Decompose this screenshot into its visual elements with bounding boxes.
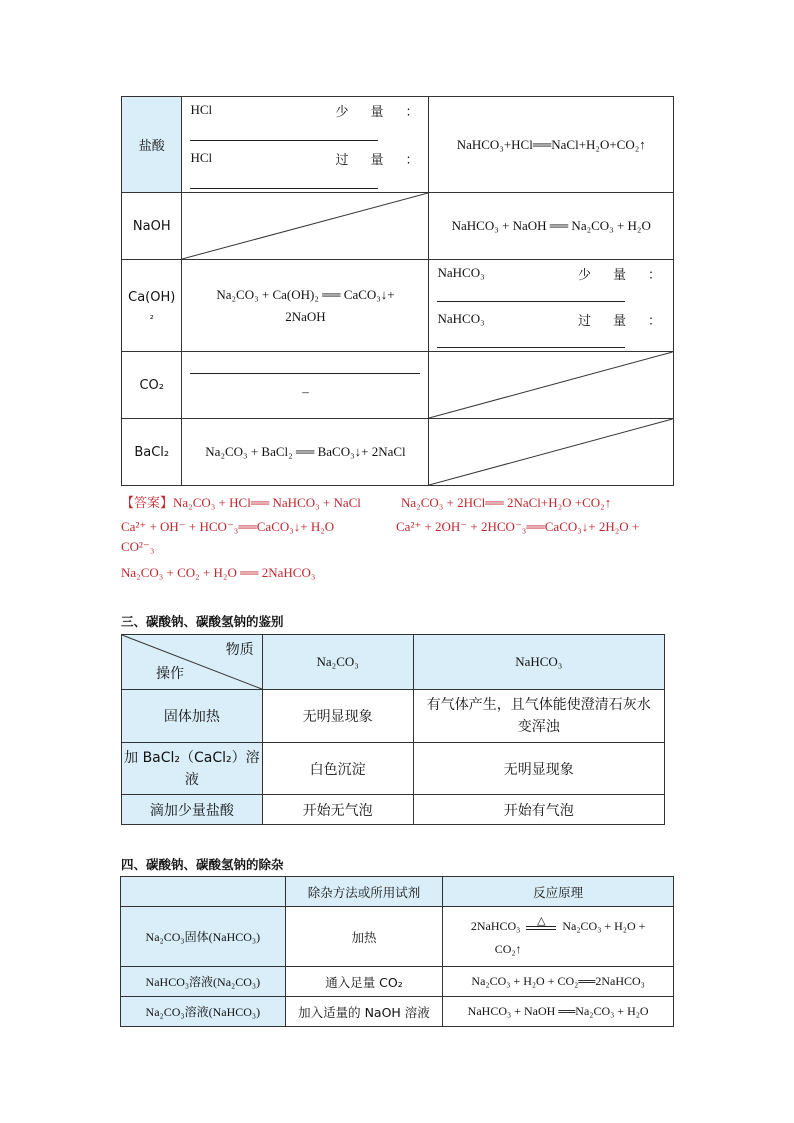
method-naoh: 加入适量的 NaOH 溶液: [285, 997, 443, 1027]
co2-nahco3-empty-cell: [429, 352, 674, 419]
caoh2-na2co3-equation: [182, 260, 429, 352]
caoh2-small-prefix: NaHCO₃: [437, 265, 485, 280]
nahco3-heating-line1: 有气体产生，且气体能使澄清石灰水: [426, 697, 651, 713]
identification-table: [121, 634, 665, 825]
row-label-caoh2: [122, 260, 182, 352]
blank-line: [190, 140, 378, 141]
sub-nahco3-solution: NaHCO₃溶液(Na₂CO₃): [121, 967, 286, 997]
col-header-na2co3: Na₂CO₃: [262, 635, 413, 690]
answer-eq-2a: Ca²⁺ + OH⁻ + HCO⁻₃══CaCO₃↓+ H₂O: [121, 519, 335, 534]
op-add-hcl: 滴加少量盐酸: [122, 795, 263, 825]
naoh-na2co3-empty-cell: [182, 193, 429, 260]
hcl-excess-colon: ：: [405, 151, 419, 167]
purification-table: [120, 876, 674, 1027]
caoh2-excess-colon: ：: [647, 312, 661, 328]
row-label-hcl: 盐酸: [122, 97, 182, 193]
col-header-principle: 反应原理: [443, 877, 674, 907]
caoh2-small-word1: 少: [577, 266, 591, 282]
blank-line: [437, 347, 625, 348]
answer-eq-1b: Na₂CO₃ + 2HCl══ 2NaCl+H₂O +CO₂↑: [401, 495, 612, 510]
nahco3-heating-result: [413, 690, 664, 743]
bacl2-na2co3-equation: Na₂CO₃ + BaCl₂ ══ BaCO₃↓+ 2NaCl: [182, 419, 429, 486]
op-add-bacl2: [122, 743, 263, 795]
diagonal-line: [182, 193, 428, 259]
hcl-small-word1: 少: [335, 103, 349, 119]
caoh2-line2: ₂: [149, 310, 154, 322]
caoh2-excess-word2: 量: [612, 312, 626, 328]
corner-header: [122, 635, 263, 690]
na2co3-heating-result: 无明显现象: [262, 690, 413, 743]
hcl-cell-na2co3: [182, 97, 429, 193]
section4-title: 四、碳酸钠、碳酸氢钠的除杂: [121, 857, 284, 872]
nahco3-hcl-result: 开始有气泡: [413, 795, 664, 825]
caoh2-small-word2: 量: [612, 266, 626, 282]
caoh2-nahco3-cell: [429, 260, 674, 352]
naoh-nahco3-equation: NaHCO₃ + NaOH ══ Na₂CO₃ + H₂O: [429, 193, 674, 260]
hcl-excess-word1: 过: [335, 151, 349, 167]
hcl-nahco3-equation: NaHCO₃+HCl══NaCl+H₂O+CO₂↑: [429, 97, 674, 193]
eq-naoh: NaHCO₃ + NaOH ══Na₂CO₃ + H₂O: [443, 997, 674, 1027]
answer-eq-2b: Ca²⁺ + 2OH⁻ + 2HCO⁻₃══CaCO₃↓+ 2H₂O +: [396, 519, 640, 534]
blank-line: [190, 373, 420, 374]
diagonal-line: [429, 352, 673, 418]
section3-title: 三、碳酸钠、碳酸氢钠的鉴别: [121, 614, 284, 629]
eq-heating-line2: CO₂↑: [494, 942, 522, 956]
header-blank-cell: [121, 877, 286, 907]
blank-line: [437, 301, 625, 302]
caoh2-excess-prefix: NaHCO₃: [437, 311, 485, 326]
hcl-small-prefix: HCl: [190, 102, 213, 117]
nahco3-bacl2-result: 无明显现象: [413, 743, 664, 795]
sub-na2co3-solution: Na₂CO₃溶液(NaHCO₃): [121, 997, 286, 1027]
eq-heating-left: 2NaHCO₃: [470, 919, 521, 933]
answer-block: [121, 491, 681, 585]
col-header-nahco3: NaHCO₃: [413, 635, 664, 690]
answer-line-2: [121, 515, 681, 539]
caoh2-line1: Ca(OH): [128, 289, 176, 305]
corner-bottom-label: 操作: [156, 666, 184, 682]
row-label-bacl2: BaCl₂: [122, 419, 182, 486]
caoh2-eq-line2: 2NaOH: [285, 308, 326, 324]
na2co3-hcl-result: 开始无气泡: [262, 795, 413, 825]
na2co3-bacl2-result: 白色沉淀: [262, 743, 413, 795]
caoh2-eq-line1: Na₂CO₃ + Ca(OH)₂ ══ CaCO₃↓+: [216, 286, 395, 302]
nahco3-heating-line2: 变浑浊: [517, 719, 560, 735]
blank-line: [190, 188, 378, 189]
method-co2: 通入足量 CO₂: [285, 967, 443, 997]
eq-heating-right: Na₂CO₃ + H₂O +: [562, 919, 646, 933]
sub-na2co3-solid: Na₂CO₃固体(NaHCO₃): [121, 907, 286, 967]
op-add-bacl2-line2: 液: [184, 771, 199, 788]
op-solid-heating: 固体加热: [122, 690, 263, 743]
col-header-method: 除杂方法或所用试剂: [285, 877, 443, 907]
answer-tag: 【答案】: [121, 496, 174, 511]
answer-eq-1a: Na₂CO₃ + HCl══ NaHCO₃ + NaCl: [173, 495, 361, 510]
op-add-bacl2-line1: 加 BaCl₂（CaCl₂）溶: [124, 749, 260, 766]
row-label-co2: CO₂: [122, 352, 182, 419]
co2-na2co3-cell: [182, 352, 429, 419]
hcl-excess-prefix: HCl: [190, 150, 213, 165]
answer-line-1: [121, 491, 681, 515]
method-heating: 加热: [285, 907, 443, 967]
eq-heating: [443, 907, 674, 967]
eq-co2: Na₂CO₃ + H₂O + CO₂══2NaHCO₃: [443, 967, 674, 997]
caoh2-excess-word1: 过: [577, 312, 591, 328]
hcl-small-word2: 量: [370, 103, 384, 119]
corner-top-label: 物质: [225, 642, 254, 658]
answer-line-3: CO²⁻₃: [121, 539, 155, 554]
reactions-table: [121, 96, 674, 486]
caoh2-small-colon: ：: [647, 266, 661, 282]
diagonal-line: [429, 419, 673, 485]
heat-arrow: [526, 916, 556, 934]
co2-dash: –: [302, 383, 309, 399]
bacl2-nahco3-empty-cell: [429, 419, 674, 486]
hcl-excess-word2: 量: [370, 151, 384, 167]
row-label-naoh: NaOH: [122, 193, 182, 260]
heat-condition-icon: △: [537, 915, 546, 927]
answer-line-4: Na₂CO₃ + CO₂ + H₂O ══ 2NaHCO₃: [121, 565, 316, 580]
hcl-small-colon: ：: [405, 103, 419, 119]
